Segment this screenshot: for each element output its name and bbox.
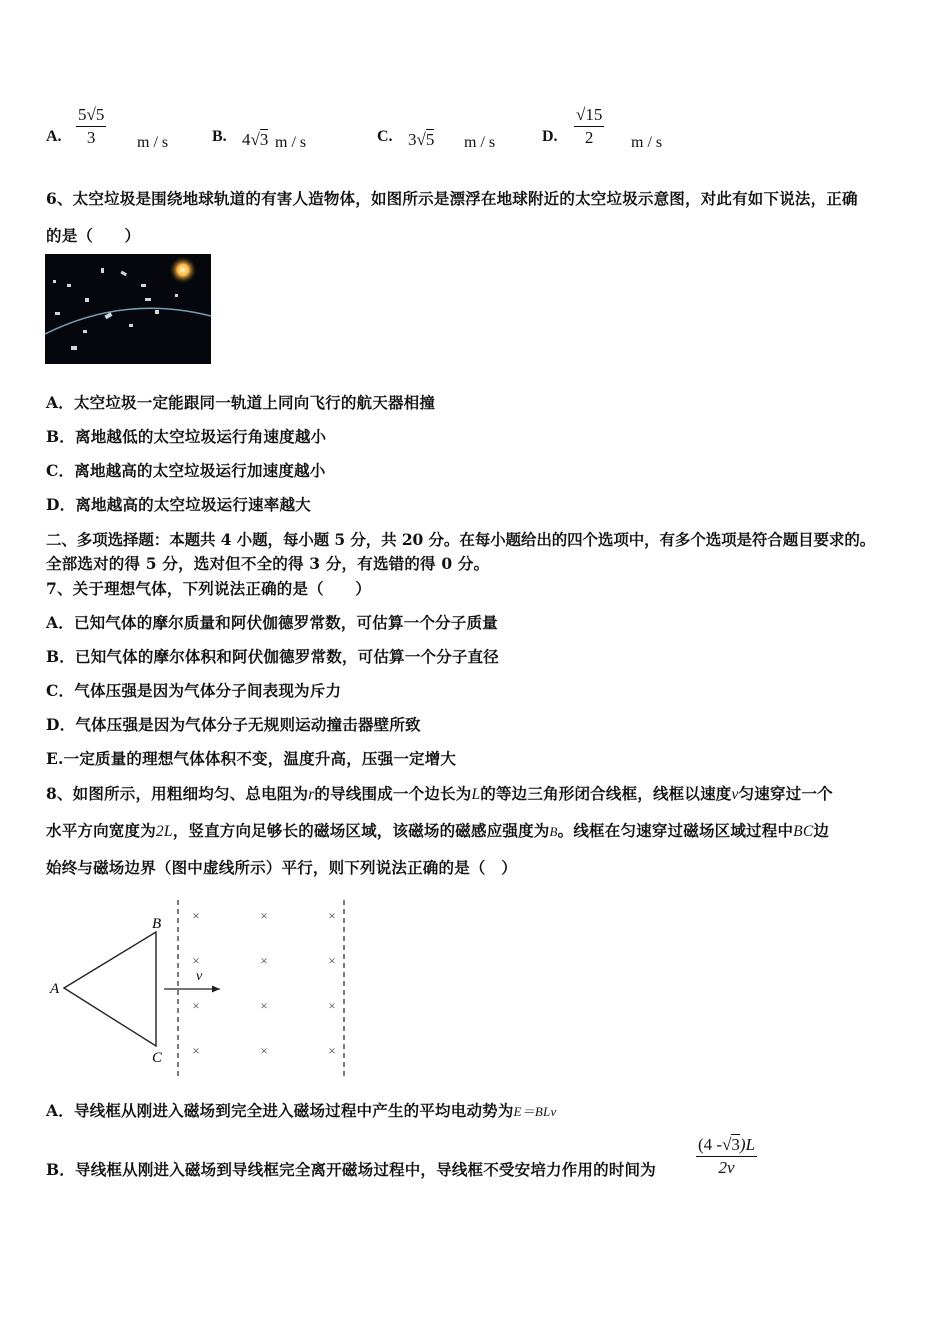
label-b: B xyxy=(152,916,162,932)
field-mark: × xyxy=(260,908,268,923)
q6-stem-line2: 的是（ ） xyxy=(46,226,141,245)
q5-option-a-label: A. xyxy=(46,128,62,145)
q5-option-c-unit: m / s xyxy=(464,134,496,151)
q7-option-b: B．已知气体的摩尔体积和阿伏伽德罗常数，可估算一个分子直径 xyxy=(46,647,499,666)
q6-option-b: B．离地越低的太空垃圾运行角速度越小 xyxy=(46,427,327,446)
triangle-frame xyxy=(64,932,156,1046)
field-mark: × xyxy=(328,998,336,1013)
q8-stem-line1: 8、如图所示，用粗细均匀、总电阻为r的导线围成一个边长为L的等边三角形闭合线框，线框以速度v匀速穿过一个 xyxy=(46,784,833,803)
q5-option-c-value: 3√5 xyxy=(408,130,435,149)
field-mark: × xyxy=(192,1043,200,1058)
field-mark: × xyxy=(260,998,268,1013)
q5-option-b-value: 4√3 xyxy=(242,130,269,149)
field-mark: × xyxy=(192,908,200,923)
q5-option-b-label: B. xyxy=(212,128,227,145)
q6-option-d: D．离地越高的太空垃圾运行速率越大 xyxy=(46,495,311,514)
q5-option-a-unit: m / s xyxy=(137,134,169,151)
field-mark: × xyxy=(260,953,268,968)
q7-option-c: C．气体压强是因为气体分子间表现为斥力 xyxy=(46,681,342,700)
q6-option-a: A．太空垃圾一定能跟同一轨道上同向飞行的航天器相撞 xyxy=(46,393,436,412)
field-mark: × xyxy=(260,1043,268,1058)
q6-stem-line1: 6、太空垃圾是围绕地球轨道的有害人造物体，如图所示是漂浮在地球附近的太空垃圾示意图，对此有如下说法，正确 xyxy=(46,189,858,208)
q5-option-c-label: C. xyxy=(377,128,393,145)
field-mark: × xyxy=(328,908,336,923)
q5-option-b-unit: m / s xyxy=(275,134,307,151)
q5-option-d-label: D. xyxy=(542,128,558,145)
q8-stem-line3: 始终与磁场边界（图中虚线所示）平行，则下列说法正确的是（ ） xyxy=(46,858,518,877)
q6-option-c: C．离地越高的太空垃圾运行加速度越小 xyxy=(46,461,326,480)
q8-option-a: A．导线框从刚进入磁场到完全进入磁场过程中产生的平均电动势为E＝BLv xyxy=(46,1101,557,1120)
q7-stem: 7、关于理想气体，下列说法正确的是（ ） xyxy=(46,579,371,598)
field-mark: × xyxy=(192,953,200,968)
q5-option-d-unit: m / s xyxy=(631,134,663,151)
section2-instructions-line1: 二、多项选择题：本题共 4 小题，每小题 5 分，共 20 分。在每小题给出的四个选项中，有多个选项是符合题目要求的。 xyxy=(46,530,876,549)
q7-option-a: A．已知气体的摩尔质量和阿伏伽德罗常数，可估算一个分子质量 xyxy=(46,613,498,632)
label-a: A xyxy=(50,981,60,997)
field-mark: × xyxy=(328,1043,336,1058)
label-v: v xyxy=(196,969,203,984)
q8-stem-line2: 水平方向宽度为2L，竖直方向足够长的磁场区域，该磁场的磁感应强度为B。线框在匀速穿过磁场区域过程中BC边 xyxy=(46,821,830,840)
field-mark: × xyxy=(192,998,200,1013)
q7-option-d: D．气体压强是因为气体分子无规则运动撞击器壁所致 xyxy=(46,715,421,734)
q8-option-b-fraction: $\frac{(4 -√3)L}{2v}$ xyxy=(698,1135,756,1177)
magnetic-field-diagram xyxy=(44,896,354,1080)
space-debris-image xyxy=(45,254,211,364)
field-mark: × xyxy=(328,953,336,968)
label-c: C xyxy=(152,1050,163,1066)
q8-option-b: B．导线框从刚进入磁场到导线框完全离开磁场过程中，导线框不受安培力作用的时间为 xyxy=(46,1160,656,1179)
q5-option-d-fraction: $\frac{√15}{2}$ xyxy=(576,105,603,147)
q7-option-e: E.一定质量的理想气体体积不变，温度升高，压强一定增大 xyxy=(46,749,457,768)
section2-instructions-line2: 全部选对的得 5 分，选对但不全的得 3 分，有选错的得 0 分。 xyxy=(46,554,490,573)
q5-option-a-fraction: $\frac{5√5}{3}$ xyxy=(78,105,105,147)
